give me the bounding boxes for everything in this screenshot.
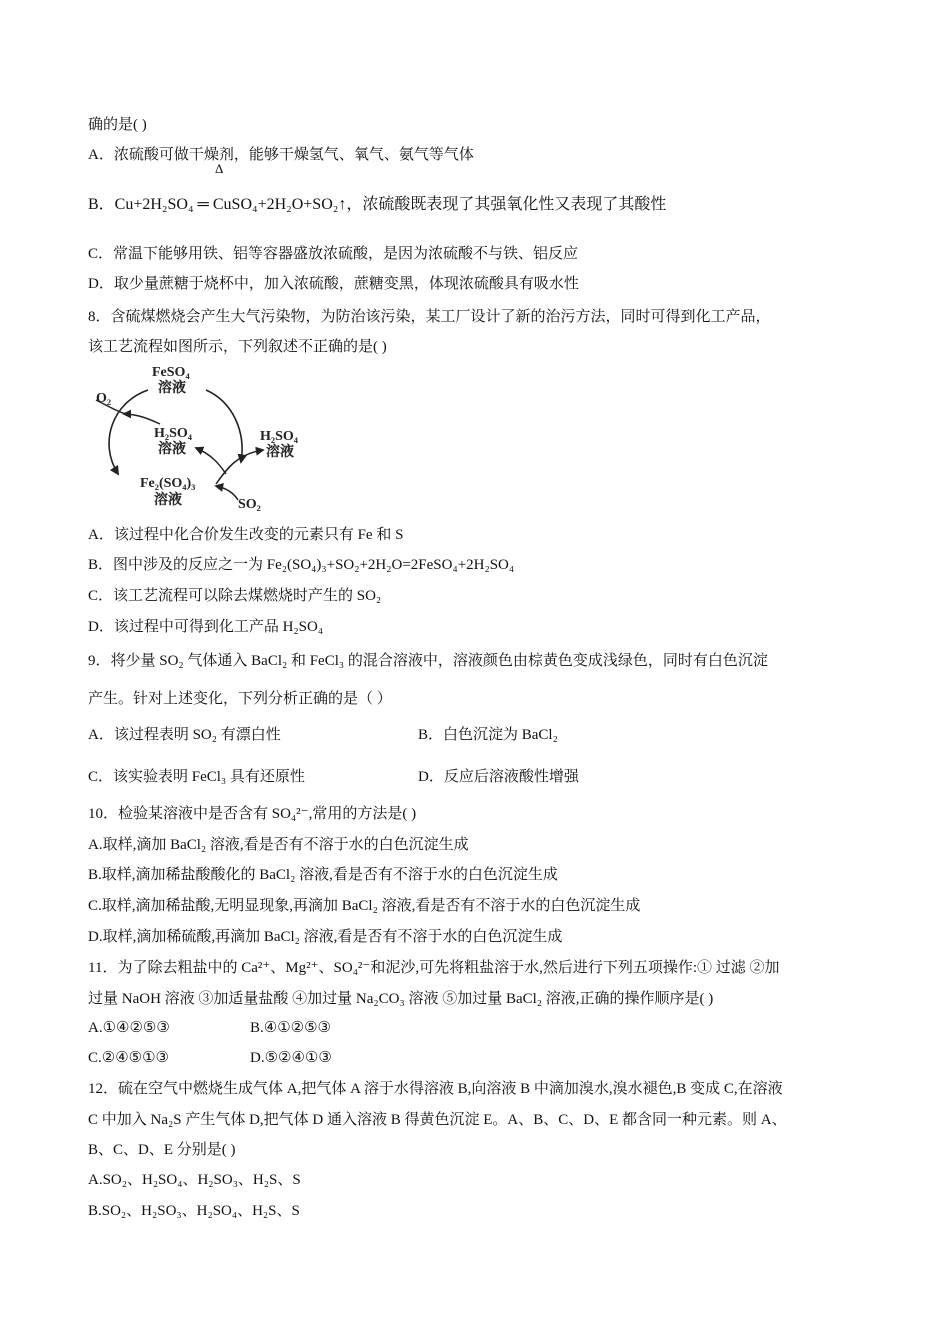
- q12-option-b: B.SO₂、H₂SO₃、H₂SO₄、H₂S、S: [88, 1203, 300, 1219]
- delta-heat-symbol: Δ: [215, 161, 224, 176]
- q8-option-b: B．图中涉及的反应之一为 Fe₂(SO₄)₃+SO₂+2H₂O=2FeSO₄+2H₂SO₄: [88, 557, 515, 573]
- label-h2so4-out-solution: 溶液: [266, 445, 294, 460]
- q11-option-b: B.④①②⑤③: [250, 1020, 331, 1036]
- q7-option-b: B．Cu+2H₂SO₄ ═ CuSO₄+2H₂O+SO₂↑，浓硫酸既表现了其强氧化性又表现了其酸性: [88, 196, 667, 213]
- to-h2so4-out-arrow: [216, 450, 263, 484]
- q10-option-b: B.取样,滴加稀盐酸酸化的 BaCl₂ 溶液,看是否有不溶于水的白色沉淀生成: [88, 867, 558, 883]
- q11-stem-line2: 过量 NaOH 溶液 ③加适量盐酸 ④加过量 Na₂CO₃ 溶液 ⑤加过量 BaCl₂ 溶液,正确的操作顺序是( ): [88, 991, 714, 1007]
- q8-option-c: C．该工艺流程可以除去煤燃烧时产生的 SO₂: [88, 588, 382, 604]
- process-flow-diagram: [88, 362, 328, 514]
- q7-option-a: A．浓硫酸可做干燥剂，能够干燥氢气、氧气、氨气等气体: [88, 147, 474, 163]
- q7-option-c: C．常温下能够用铁、铝等容器盛放浓硫酸，是因为浓硫酸不与铁、铝反应: [88, 246, 579, 262]
- q11-option-c: C.②④⑤①③: [88, 1050, 169, 1066]
- to-h2so4-inner-arrow: [196, 448, 226, 474]
- q8-stem-line1: 8．含硫煤燃烧会产生大气污染物，为防治该污染，某工厂设计了新的治污方法，同时可得到化工产品，: [88, 309, 771, 325]
- q9-stem-line1: 9．将少量 SO₂ 气体通入 BaCl₂ 和 FeCl₃ 的混合溶液中，溶液颜色由棕黄色变成浅绿色，同时有白色沉淀: [88, 653, 768, 669]
- q9-stem-line2: 产生。针对上述变化，下列分析正确的是（ ）: [88, 691, 392, 707]
- q7-option-d: D．取少量蔗糖于烧杯中，加入浓硫酸，蔗糖变黑，体现浓硫酸具有吸水性: [88, 276, 579, 292]
- q12-stem-line2: C 中加入 Na₂S 产生气体 D,把气体 D 通入溶液 B 得黄色沉淀 E。A、B、C、D、E 都含同一种元素。则 A、: [88, 1112, 787, 1128]
- label-so2: SO₂: [238, 497, 261, 512]
- q8-option-a: A．该过程中化合价发生改变的元素只有 Fe 和 S: [88, 527, 404, 543]
- q8-stem-line2: 该工艺流程如图所示，下列叙述不正确的是( ): [88, 339, 387, 355]
- q10-option-a: A.取样,滴加 BaCl₂ 溶液,看是否有不溶于水的白色沉淀生成: [88, 837, 469, 853]
- q12-option-a: A.SO₂、H₂SO₄、H₂SO₃、H₂S、S: [88, 1172, 301, 1188]
- q7-stem-tail: 确的是( ): [88, 117, 147, 133]
- label-h2so4-out: H₂SO₄: [260, 429, 298, 444]
- label-o2: O₂: [96, 391, 112, 406]
- q8-option-d: D．该过程中可得到化工产品 H₂SO₄: [88, 619, 324, 635]
- label-feso4-solution: 溶液: [158, 381, 186, 396]
- h2so4-recycle-arrow: [124, 414, 160, 424]
- cycle-arrow-right: [206, 390, 242, 462]
- label-h2so4-inner-solution: 溶液: [158, 442, 186, 457]
- q11-option-a: A.①④②⑤③: [88, 1020, 170, 1036]
- q12-stem-line1: 12．硫在空气中燃烧生成气体 A,把气体 A 溶于水得溶液 B,向溶液 B 中滴加溴水,溴水褪色,B 变成 C,在溶液: [88, 1081, 783, 1097]
- label-fe2so43-solution: 溶液: [154, 493, 182, 508]
- q12-stem-line3: B、C、D、E 分别是( ): [88, 1142, 236, 1158]
- q11-option-d: D.⑤②④①③: [250, 1050, 332, 1066]
- label-fe2so43: Fe₂(SO₄)₃: [140, 476, 196, 491]
- q10-option-c: C.取样,滴加稀盐酸,无明显现象,再滴加 BaCl₂ 溶液,看是否有不溶于水的白色沉淀生成: [88, 898, 641, 914]
- q9-option-c: C．该实验表明 FeCl₃ 具有还原性: [88, 769, 305, 785]
- cycle-arrow-left: [109, 390, 148, 474]
- q10-stem: 10．检验某溶液中是否含有 SO₄²⁻,常用的方法是( ): [88, 806, 417, 822]
- q9-option-a: A．该过程表明 SO₂ 有漂白性: [88, 727, 281, 743]
- q9-option-d: D．反应后溶液酸性增强: [418, 769, 579, 785]
- so2-in-arrow: [216, 486, 238, 500]
- q9-option-b: B．白色沉淀为 BaCl₂: [418, 727, 558, 743]
- label-feso4: FeSO₄: [152, 365, 190, 380]
- q11-stem-line1: 11．为了除去粗盐中的 Ca²⁺、Mg²⁺、SO₄²⁻和泥沙,可先将粗盐溶于水,然后进行下列五项操作:① 过滤 ②加: [88, 960, 780, 976]
- label-h2so4-inner: H₂SO₄: [154, 426, 192, 441]
- q10-option-d: D.取样,滴加稀硫酸,再滴加 BaCl₂ 溶液,看是否有不溶于水的白色沉淀生成: [88, 929, 563, 945]
